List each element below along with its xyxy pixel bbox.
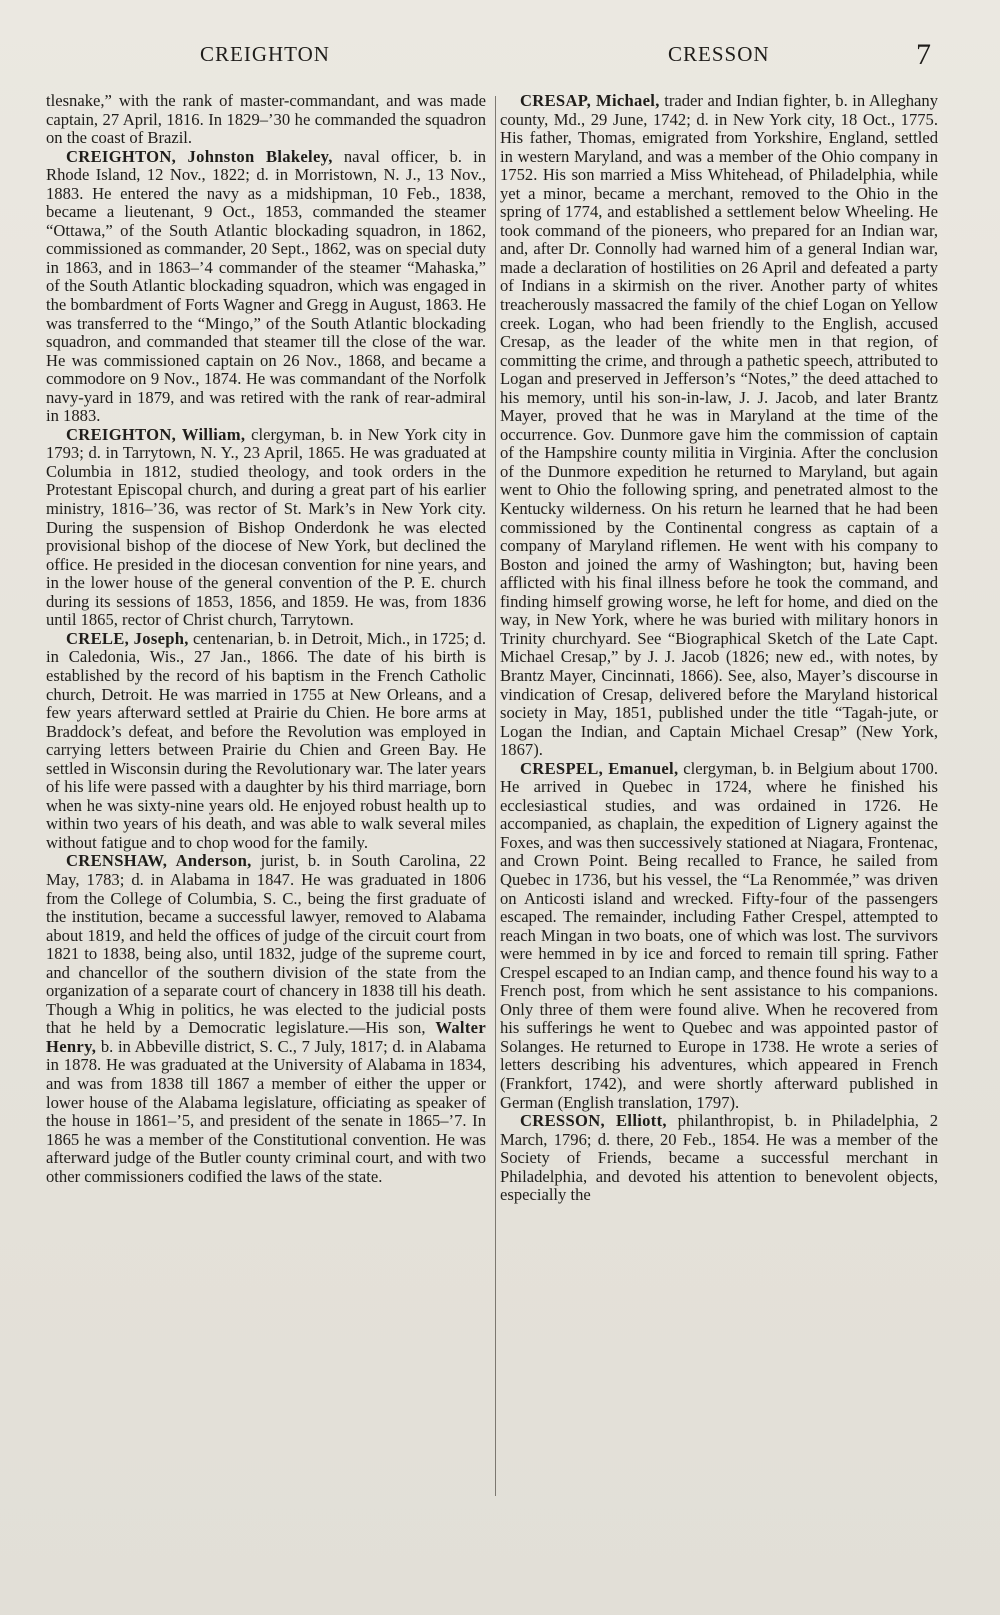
entry-text: philanthropist, b. in Philadelphia, 2 March, 1796; d. there, 20 Feb., 1854. He was a member of the Society of Friends, became a successful merchant in Philadelphia, and devoted his attention to benevolent objects, especially the [500,1111,938,1205]
entry-headword: CRESPEL, Emanuel, [520,758,679,778]
entry-crele [46,630,486,853]
entry-text: jurist, b. in South Carolina, 22 May, 1783; d. in Alabama in 1847. He was graduated in 1806 from the College of Columbia, S. C., being the first graduate of the institution, became a successful lawyer, removed to Alabama about 1819, and held the offices of judge of the circuit court from 1821 to 1838, being also, until 1832, judge of the supreme court, and chancellor of the southern division of the state from the organization of a separate court of chancery in 1838 till his death. Though a Whig in politics, he was elected to the judicial posts that he held by a Democratic legislature.—His son, [46,851,486,1038]
right-column [500,92,938,1205]
entry-text: clergyman, b. in Belgium about 1700. He arrived in Quebec in 1724, where he finished his ecclesiastical studies, and was ordained in 1726. He accompanied, as chaplain, the expedition of Lignery against the Foxes, and was then successively stationed at Niagara, Frontenac, and Crown Point. Being recalled to France, he sailed from Quebec in 1736, but his vessel, the “La Renommée,” was driven on Anticosti island and wrecked. Fifty-four of the passengers escaped. The remainder, including Father Crespel, attempted to reach Mingan in two boats, one of which was lost. The survivors were hemmed in by ice and forced to remain till spring. Father Crespel escaped to an Indian camp, and thence found his way to a French post, from which he sent assistance to his companions. Only three of them were found alive. When he recovered from his sufferings he went to Quebec and was appointed pastor of Solanges. He returned to Europe in 1738. He wrote a series of letters describing his adventures, which appeared in French (Frankfort, 1742), and were shortly afterward published in German (English translation, 1797). [500,758,938,1112]
page-number: 7 [916,38,932,71]
running-head-left: CREIGHTON [200,42,330,66]
entry-crenshaw [46,852,486,1186]
continued-entry-text: tlesnake,” with the rank of master-commandant, and was made captain, 27 April, 1816. In 1829–’30 he commanded the squadron on the coast of Brazil. [46,91,486,148]
entry-headword: CRENSHAW, Anderson, [66,851,252,871]
running-head-right: CRESSON [668,42,770,66]
entry-cresson [500,1112,938,1205]
entry-headword: CREIGHTON, William, [66,424,246,444]
entry-text: trader and Indian fighter, b. in Alleghany county, Md., 29 June, 1742; d. in New York city, 18 Oct., 1775. His father, Thomas, emigrated from Yorkshire, England, settled in western Maryland, and was a member of the Ohio company in 1752. His son married a Miss Whitehead, of Philadelphia, while yet a minor, became a merchant, removed to the Ohio in the spring of 1774, and established a settlement below Wheeling. He took command of the pioneers, who prepared for an Indian war, and, after Dr. Connolly had warned him of a general Indian war, made a declaration of hostilities on 26 April and defeated a party of Indians in a skirmish on the river. Another party of whites treacherously massacred the family of the chief Logan on Yellow creek. Logan, who had been friendly to the English, accused Cresap, as the leader of the white men in that region, of committing the crime, and through a pathetic speech, attributed to Logan and preserved in Jefferson’s “Notes,” the deed attached to his memory, until his son-in-law, J. J. Jacob, and later Brantz Mayer, proved that he was in Maryland at the time of the occurrence. Gov. Dunmore gave him the commission of captain of the Hampshire county militia in Virginia. After the conclusion of the Dunmore expedition he returned to Maryland, but again went to Ohio the following spring, and penetrated almost to the Kentucky wilderness. On his return he learned that he had been commissioned by the Continental congress as captain of a company of Maryland riflemen. He went with his company to Boston and joined the army of Washington; but, having been afflicted with his final illness before he took the command, and finding himself growing worse, he left for home, and died on the way, in New York, where he was buried with military honors in Trinity churchyard. See “Biographical Sketch of the Late Capt. Michael Cresap,” by J. J. Jacob (1826; new ed., with notes, by Brantz Mayer, Cincinnati, 1866). See, also, Mayer’s discourse in vindication of Cresap, delivered before the Maryland historical society in May, 1851, published under the title “Tagah-jute, or Logan the Indian, and Captain Michael Cresap” (New York, 1867). [500,91,938,760]
column-divider [495,96,496,1496]
entry-subheadword: Walter Henry, [46,1018,486,1056]
entry-headword: CRELE, Joseph, [66,628,189,648]
entry-headword: CRESAP, Michael, [520,91,660,110]
continued-entry [46,92,486,148]
entry-creighton-william [46,426,486,630]
entry-crespel [500,760,938,1112]
running-head [0,38,1000,74]
left-column [46,92,486,1186]
entry-text: naval officer, b. in Rhode Island, 12 Nov., 1822; d. in Morristown, N. J., 13 Nov., 1883. He entered the navy as a midshipman, 10 Feb., 1838, became a lieutenant, 9 Oct., 1853, commanded the steamer “Ottawa,” of the South Atlantic blockading squadron, in 1862, commissioned as commander, 20 Sept., 1862, was on special duty in 1863, and in 1863–’4 commander of the steamer “Mahaska,” of the South Atlantic blockading squadron, which was engaged in the bombardment of Forts Wagner and Gregg in August, 1863. He was transferred to the “Mingo,” of the South Atlantic blockading squadron, and commanded that steamer till the close of the war. He was commissioned captain on 26 Nov., 1868, and became a commodore on 9 Nov., 1874. He was commandant of the Norfolk navy-yard in 1879, and was retired with the rank of rear-admiral in 1883. [46,146,486,426]
entry-text: clergyman, b. in New York city in 1793; d. in Tarrytown, N. Y., 23 April, 1865. He was graduated at Columbia in 1812, studied theology, and took orders in the Protestant Episcopal church, and during a great part of his earlier ministry, 1816–’36, was rector of St. Mark’s in New York city. During the suspension of Bishop Onderdonk he was elected provisional bishop of the diocese of New York, but declined the office. He presided in the diocesan convention for nine years, and in the lower house of the general convention of the P. E. church during its sessions of 1853, 1856, and 1859. He was, from 1836 until 1865, rector of Christ church, Tarrytown. [46,424,486,630]
entry-text: b. in Abbeville district, S. C., 7 July, 1817; d. in Alabama in 1878. He was graduated at the University of Alabama in 1834, and was from 1838 till 1867 a member of either the upper or lower house of the Alabama legislature, officiating as speaker of the house in 1861–’5, and president of the senate in 1865–’7. In 1865 he was a member of the Constitutional convention. He was afterward judge of the Butler county criminal court, and with two other commissioners codified the laws of the state. [46,1036,486,1186]
entry-creighton-johnston [46,148,486,426]
entry-headword: CREIGHTON, Johnston Blakeley, [66,146,333,166]
entry-headword: CRESSON, Elliott, [520,1111,667,1131]
entry-text: centenarian, b. in Detroit, Mich., in 1725; d. in Caledonia, Wis., 27 Jan., 1866. The date of his birth is established by the record of his baptism in the French Catholic church, Detroit. He was married in 1755 at New Orleans, and a few years afterward settled at Prairie du Chien. He bore arms at Braddock’s defeat, and before the Revolution was employed in carrying letters between Prairie du Chien and Green Bay. He settled in Wisconsin during the Revolutionary war. The later years of his life were passed with a daughter by his third marriage, born when he was sixty-nine years old. He enjoyed robust health up to within two years of his death, and was able to walk several miles without fatigue and to chop wood for the family. [46,628,486,852]
entry-cresap [500,92,938,760]
